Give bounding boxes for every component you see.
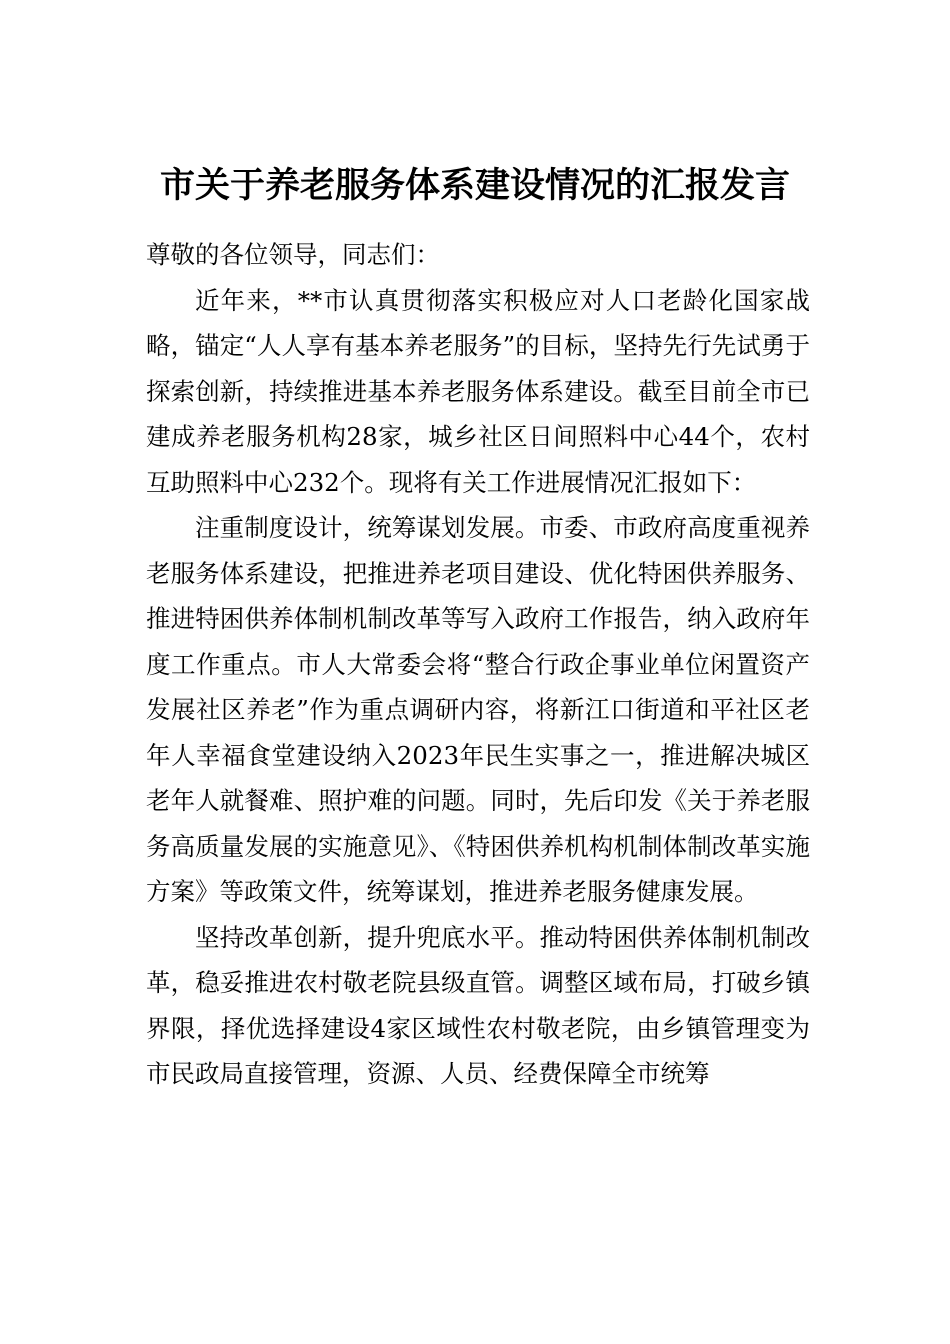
paragraph-system-design: 注重制度设计，统筹谋划发展。市委、市政府高度重视养老服务体系建设，把推进养老项目建设、优化特困供养服务、推进特困供养体制机制改革等写入政府工作报告，纳入政府年度工作重点。市人大常委会将“整合行政企事业单位闲置资产发展社区养老”作为重点调研内容，将新江口街道和平社区老年人幸福食堂建设纳入2023年民生实事之一，推进解决城区老年人就餐难、照护难的问题。同时，先后印发《关于养老服务高质量发展的实施意见》、《特困供养机构机制体制改革实施方案》等政策文件，统筹谋划，推进养老服务健康发展。: [146, 513, 810, 906]
document-body: [146, 232, 810, 1097]
document-title: 市关于养老服务体系建设情况的汇报发言: [159, 165, 790, 206]
paragraph-reform-innovation: 坚持改革创新，提升兜底水平。推动特困供养体制机制改革，稳妥推进农村敬老院县级直管。调整区域布局，打破乡镇界限，择优选择建设4家区域性农村敬老院，由乡镇管理变为市民政局直接管理，资源、人员、经费保障全市统筹: [146, 922, 810, 1088]
paragraph-intro: 近年来，**市认真贯彻落实积极应对人口老龄化国家战略，锚定“人人享有基本养老服务”的目标，坚持先行先试勇于探索创新，持续推进基本养老服务体系建设。截至目前全市已建成养老服务机构28家，城乡社区日间照料中心44个，农村互助照料中心232个。现将有关工作进展情况汇报如下：: [146, 285, 810, 497]
salutation: 尊敬的各位领导，同志们：: [146, 240, 440, 269]
